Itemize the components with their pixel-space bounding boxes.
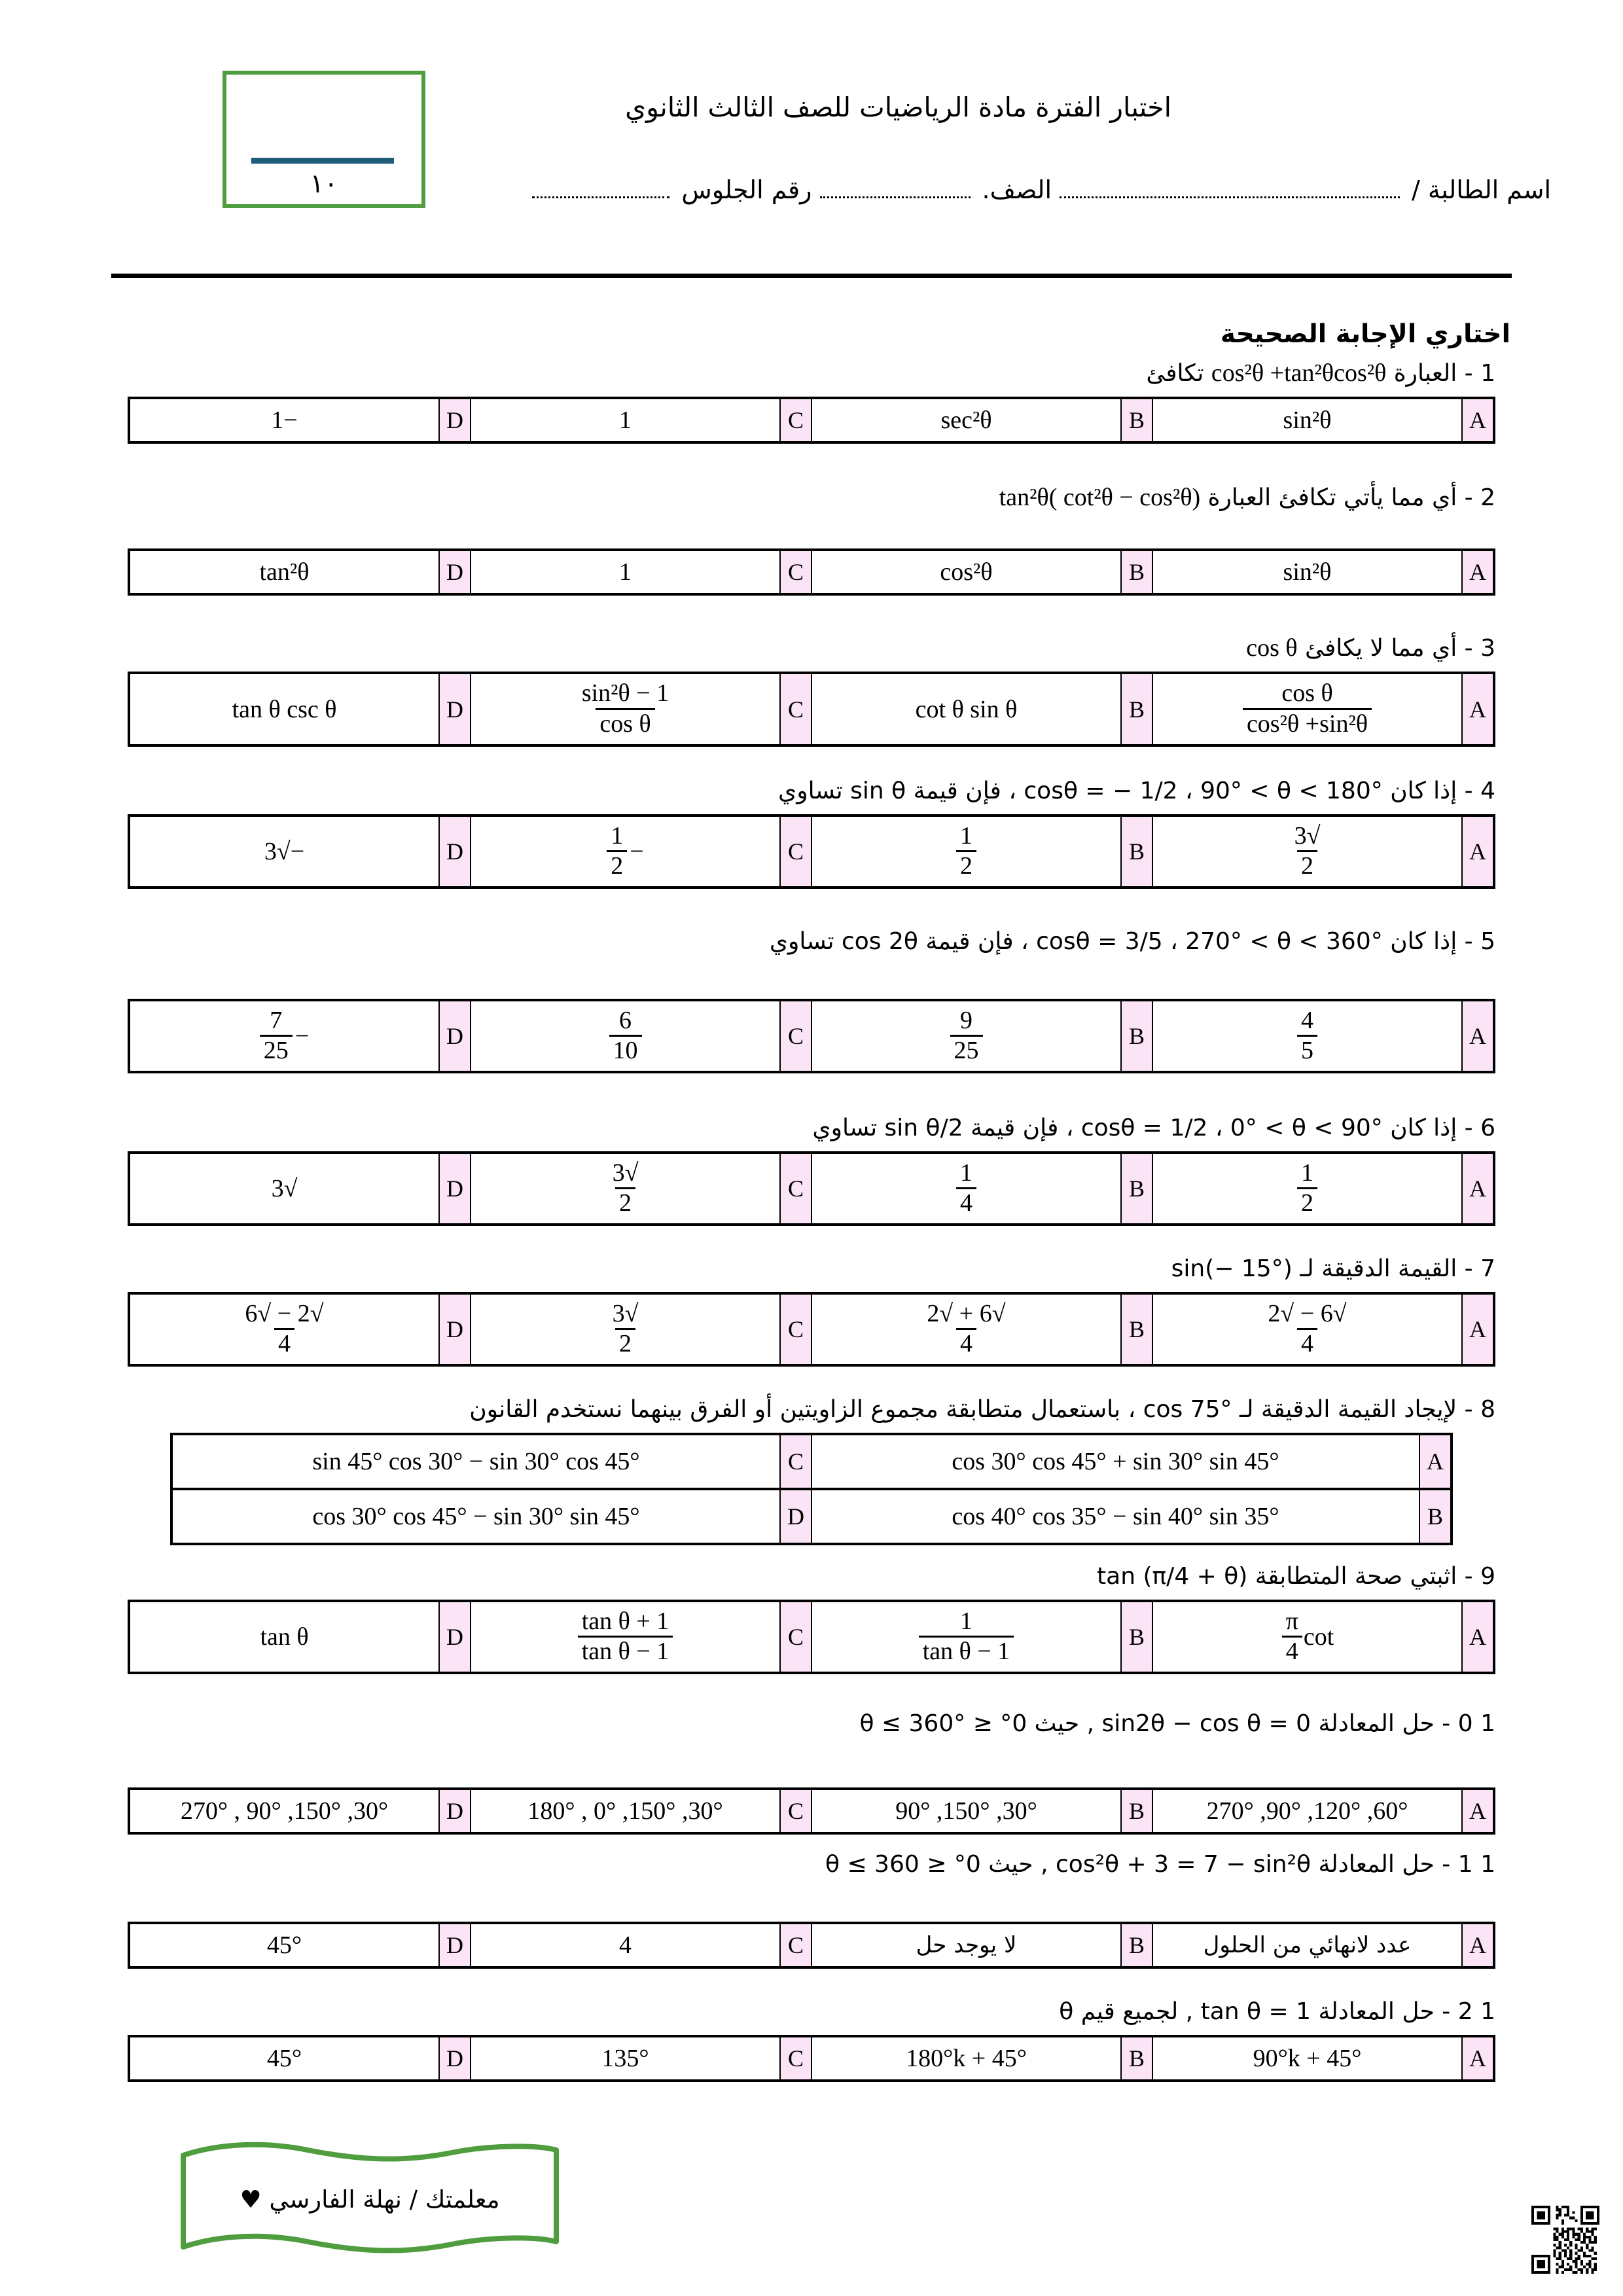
q2-prompt-prefix: 2 - أي مما يأتي تكافئ العبارة <box>1207 484 1495 511</box>
option-letter-c[interactable]: C <box>779 674 811 744</box>
q7-a-denominator: 4 <box>1297 1328 1317 1357</box>
q4-c-denominator: 2 <box>607 850 627 880</box>
option-letter-a[interactable]: A <box>1461 1001 1493 1071</box>
question-2-prompt <box>128 481 1495 514</box>
q1-prompt-suffix: تكافئ <box>1146 360 1204 387</box>
option-value-b[interactable]: لا يوجد حل <box>811 1924 1120 1966</box>
question-8 <box>128 1394 1495 1545</box>
option-letter-a[interactable]: A <box>1461 1154 1493 1224</box>
question-1-prompt <box>128 357 1495 390</box>
option-letter-c[interactable]: C <box>779 1001 811 1071</box>
question-5-prompt: 5 - إذا كان cosθ = 3/5 ، 270° < θ < 360° ، فإن قيمة cos 2θ تساوي <box>769 928 1495 955</box>
question-8-options-row-2 <box>173 1490 1450 1543</box>
option-letter-d[interactable]: D <box>438 551 470 593</box>
q6-c-denominator: 2 <box>615 1187 635 1217</box>
q5-c-numerator: 6 <box>619 1006 632 1034</box>
q1-prompt-prefix: 1 - العبارة <box>1393 360 1495 387</box>
q4-a-numerator: √3 <box>1294 821 1321 850</box>
q5-c-denominator: 10 <box>609 1035 642 1064</box>
option-value-d[interactable]: cos 30° cos 45° − sin 30° sin 45° <box>312 1502 640 1530</box>
option-letter-d[interactable]: D <box>438 1154 470 1224</box>
option-letter-a[interactable]: A <box>1419 1435 1450 1488</box>
option-value-b[interactable] <box>811 1001 1120 1071</box>
option-letter-c[interactable]: C <box>779 1602 811 1672</box>
option-value-a[interactable]: 60°, 120°, 90°, 270° <box>1152 1790 1461 1832</box>
option-value-b[interactable] <box>811 1154 1120 1224</box>
question-6-options <box>128 1151 1495 1227</box>
question-5 <box>128 926 1495 1073</box>
question-2 <box>128 481 1495 596</box>
option-letter-d[interactable]: D <box>438 1924 470 1966</box>
q6-c-numerator: √3 <box>612 1158 639 1187</box>
option-value-d[interactable]: 45° <box>266 1931 302 1959</box>
option-value-c[interactable]: sin 45° cos 30° − sin 30° cos 45° <box>312 1447 640 1475</box>
question-12-prompt: 1 2 - حل المعادلة tan θ = 1 , لجميع قيم θ <box>1059 1998 1495 2025</box>
option-letter-c[interactable]: C <box>779 1790 811 1832</box>
option-value-c[interactable] <box>470 1602 779 1672</box>
option-value-a[interactable] <box>1152 1001 1461 1071</box>
q5-a-numerator: 4 <box>1301 1006 1313 1034</box>
question-11 <box>128 1849 1495 1969</box>
question-3 <box>128 632 1495 747</box>
q6-b-denominator: 4 <box>956 1187 976 1217</box>
q4-b-numerator: 1 <box>960 821 972 850</box>
student-info-line <box>458 175 1551 204</box>
option-letter-b[interactable]: B <box>1120 1001 1152 1071</box>
q4-a-denominator: 2 <box>1297 850 1317 880</box>
option-value-a[interactable]: sin²θ <box>1152 399 1461 441</box>
option-value-d[interactable]: 30°, 150°, 90° , 270° <box>180 1797 389 1825</box>
option-value-a[interactable]: 45° + 90°k <box>1152 2037 1461 2079</box>
option-letter-d[interactable]: D <box>779 1490 811 1543</box>
teacher-name-text: معلمتك / نهلة الفارسي ♥ <box>240 2185 500 2214</box>
question-1 <box>128 357 1495 444</box>
q5-d-minus-sign: − <box>294 1022 310 1050</box>
option-value-c[interactable] <box>470 674 779 744</box>
q7-a-numerator: √6 − √2 <box>1268 1299 1347 1327</box>
option-letter-b[interactable]: B <box>1120 1295 1152 1365</box>
section-heading: اختاري الإجابة الصحيحة <box>1220 319 1510 349</box>
q6-a-denominator: 2 <box>1297 1187 1317 1217</box>
question-2-options <box>128 548 1495 596</box>
question-7 <box>128 1253 1495 1367</box>
question-9-prompt: 9 - اثبتي صحة المتطابقة tan (π/4 + θ) <box>1097 1563 1495 1590</box>
option-value-d[interactable]: tan θ <box>260 1623 309 1651</box>
question-9 <box>128 1561 1495 1674</box>
class-field[interactable] <box>820 177 971 198</box>
question-4 <box>128 776 1495 889</box>
option-value-d[interactable]: 45° <box>266 2044 302 2072</box>
option-letter-d[interactable]: D <box>438 1001 470 1071</box>
option-value-c[interactable] <box>470 817 779 887</box>
question-4-prompt: 4 - إذا كان cosθ = − 1/2 ، 90° < θ < 180° ، فإن قيمة sin θ تساوي <box>778 778 1495 804</box>
q5-d-numerator: 7 <box>270 1006 283 1034</box>
option-letter-c[interactable]: C <box>779 817 811 887</box>
question-12-options <box>128 2035 1495 2082</box>
question-6 <box>128 1113 1495 1226</box>
option-value-a[interactable] <box>1152 817 1461 887</box>
q3-a-numerator: cos θ <box>1281 679 1333 708</box>
option-value-d[interactable]: tan θ csc θ <box>232 695 337 723</box>
option-value-c[interactable]: 1 <box>470 551 779 593</box>
option-letter-b[interactable]: B <box>1120 674 1152 744</box>
q7-c-numerator: √3 <box>612 1299 639 1327</box>
option-value-d[interactable]: −√3 <box>264 837 305 865</box>
option-value-b[interactable] <box>811 817 1120 887</box>
grade-total-value: ١٠ <box>310 169 338 199</box>
seat-number-label: رقم الجلوس <box>681 175 812 204</box>
question-12 <box>128 1996 1495 2082</box>
question-3-options <box>128 672 1495 747</box>
option-letter-b[interactable]: B <box>1120 817 1152 887</box>
option-letter-a[interactable]: A <box>1461 399 1493 441</box>
option-letter-d[interactable]: D <box>438 1790 470 1832</box>
q5-b-numerator: 9 <box>960 1006 972 1034</box>
option-value-a[interactable] <box>1152 674 1461 744</box>
q9-b-denominator: 1 − tan θ <box>919 1636 1014 1665</box>
q7-b-numerator: √6 + √2 <box>927 1299 1006 1327</box>
student-name-field[interactable] <box>1060 177 1400 198</box>
option-letter-b[interactable]: B <box>1120 2037 1152 2079</box>
q9-b-numerator: 1 <box>960 1607 973 1635</box>
q7-d-denominator: 4 <box>274 1328 294 1357</box>
option-value-d[interactable]: −1 <box>271 406 298 435</box>
option-letter-d[interactable]: D <box>438 1602 470 1672</box>
q7-d-numerator: √2 − √6 <box>245 1299 324 1327</box>
option-letter-d[interactable]: D <box>438 817 470 887</box>
option-letter-a[interactable]: A <box>1461 674 1493 744</box>
option-value-a[interactable]: sin²θ <box>1152 551 1461 593</box>
option-value-c[interactable]: 4 <box>470 1924 779 1966</box>
q9-a-numerator: π <box>1285 1607 1298 1635</box>
option-value-b[interactable]: sec²θ <box>811 399 1120 441</box>
question-1-options <box>128 397 1495 444</box>
option-letter-b[interactable]: B <box>1419 1490 1450 1543</box>
question-9-options <box>128 1600 1495 1675</box>
header-divider <box>111 274 1512 278</box>
q6-a-numerator: 1 <box>1301 1158 1313 1187</box>
option-value-b[interactable] <box>811 1602 1120 1672</box>
question-10-options <box>128 1787 1495 1835</box>
question-7-options <box>128 1292 1495 1367</box>
q9-c-numerator: 1 + tan θ <box>581 1607 669 1635</box>
exam-title: اختبار الفترة مادة الرياضيات للصف الثالث الثانوي <box>625 92 1171 123</box>
question-7-prompt: 7 - القيمة الدقيقة لـ sin(− 15°) <box>1171 1255 1495 1282</box>
option-value-b[interactable] <box>811 1295 1120 1365</box>
option-letter-c[interactable]: C <box>779 2037 811 2079</box>
seat-number-field[interactable] <box>532 177 669 198</box>
q1-prompt-math: cos²θ +tan²θcos²θ <box>1211 359 1387 387</box>
q7-c-denominator: 2 <box>615 1328 635 1357</box>
option-letter-c[interactable]: C <box>779 551 811 593</box>
option-letter-a[interactable]: A <box>1461 2037 1493 2079</box>
q5-a-denominator: 5 <box>1297 1035 1317 1064</box>
option-letter-c[interactable]: C <box>779 1924 811 1966</box>
option-value-b[interactable]: 45° + 180°k <box>811 2037 1120 2079</box>
option-letter-b[interactable]: B <box>1120 399 1152 441</box>
q5-d-denominator: 25 <box>260 1035 293 1064</box>
q9-a-denominator: 4 <box>1282 1636 1302 1665</box>
grade-divider-line <box>251 158 394 164</box>
option-letter-d[interactable]: D <box>438 399 470 441</box>
option-letter-b[interactable]: B <box>1120 1790 1152 1832</box>
question-10-prompt: 1 0 - حل المعادلة sin2θ − cos θ = 0 , حيث 0° ≤ θ ≤ 360° <box>859 1710 1495 1737</box>
grade-box <box>223 71 425 208</box>
class-label: الصف. <box>982 175 1052 204</box>
option-letter-c[interactable]: C <box>779 399 811 441</box>
question-10 <box>128 1708 1495 1835</box>
option-letter-d[interactable]: D <box>438 2037 470 2079</box>
option-letter-b[interactable]: B <box>1120 1602 1152 1672</box>
option-value-c[interactable]: 30°, 150°, 0° , 180° <box>470 1790 779 1832</box>
option-letter-a[interactable]: A <box>1461 1295 1493 1365</box>
teacher-signature-banner <box>177 2137 563 2261</box>
option-letter-a[interactable]: A <box>1461 1924 1493 1966</box>
option-value-b[interactable]: cot θ sin θ <box>811 674 1120 744</box>
question-3-prompt <box>128 632 1495 665</box>
student-name-label: اسم الطالبة / <box>1412 175 1551 204</box>
option-letter-a[interactable]: A <box>1461 817 1493 887</box>
q9-c-denominator: 1 − tan θ <box>578 1636 673 1665</box>
question-4-options <box>128 814 1495 889</box>
option-value-d[interactable] <box>130 1001 438 1071</box>
option-letter-b[interactable]: B <box>1120 1154 1152 1224</box>
q9-a-cot-label: cot <box>1303 1623 1334 1651</box>
qr-code-icon <box>1531 2206 1599 2274</box>
q3-a-denominator: cos²θ +sin²θ <box>1243 708 1372 738</box>
page-header <box>0 59 1623 229</box>
option-value-b[interactable]: cos 40° cos 35° − sin 40° sin 35° <box>811 1490 1419 1543</box>
option-letter-a[interactable]: A <box>1461 1790 1493 1832</box>
option-letter-d[interactable]: D <box>438 1295 470 1365</box>
q6-b-numerator: 1 <box>960 1158 972 1187</box>
q2-prompt-math: tan²θ( cot²θ − cos²θ) <box>999 484 1201 511</box>
q5-b-denominator: 25 <box>950 1035 983 1064</box>
q4-c-numerator: 1 <box>611 821 624 850</box>
option-value-c[interactable] <box>470 1154 779 1224</box>
option-value-d[interactable]: tan²θ <box>259 558 310 586</box>
option-value-c[interactable]: 1 <box>470 399 779 441</box>
question-11-prompt: 1 1 - حل المعادلة cos²θ + 3 = 7 − sin²θ , حيث 0° ≤ θ ≤ 360 <box>825 1851 1495 1878</box>
option-letter-a[interactable]: A <box>1461 1602 1493 1672</box>
question-8-prompt: 8 - لإيجاد القيمة الدقيقة لـ cos 75° ، باستعمال متطابقة مجموع الزاويتين أو الفرق بينهما نستخدم القانون <box>469 1396 1495 1423</box>
option-value-a[interactable]: cos 30° cos 45° + sin 30° sin 45° <box>811 1435 1419 1488</box>
option-value-c[interactable]: 135° <box>470 2037 779 2079</box>
q4-b-denominator: 2 <box>956 850 976 880</box>
question-5-options <box>128 999 1495 1074</box>
option-value-a[interactable] <box>1152 1602 1461 1672</box>
q3-prompt-math: cos θ <box>1246 634 1298 662</box>
question-8-options-row-1 <box>173 1435 1450 1490</box>
q3-c-numerator: 1 − sin²θ <box>581 679 669 708</box>
option-letter-b[interactable]: B <box>1120 551 1152 593</box>
option-value-d[interactable]: √3 <box>271 1174 298 1202</box>
question-8-options <box>170 1433 1453 1545</box>
option-value-c[interactable] <box>470 1295 779 1365</box>
q7-b-denominator: 4 <box>956 1328 976 1357</box>
q3-c-denominator: cos θ <box>596 708 654 738</box>
option-letter-b[interactable]: B <box>1120 1924 1152 1966</box>
option-letter-a[interactable]: A <box>1461 551 1493 593</box>
question-6-prompt: 6 - إذا كان cosθ = 1/2 ، 0° < θ < 90° ، فإن قيمة sin θ/2 تساوي <box>812 1115 1495 1141</box>
option-letter-d[interactable]: D <box>438 674 470 744</box>
option-letter-c[interactable]: C <box>779 1435 811 1488</box>
option-letter-c[interactable]: C <box>779 1154 811 1224</box>
option-value-b[interactable]: cos²θ <box>811 551 1120 593</box>
option-value-a[interactable] <box>1152 1154 1461 1224</box>
option-value-c[interactable] <box>470 1001 779 1071</box>
option-value-a[interactable] <box>1152 1295 1461 1365</box>
option-value-a[interactable]: عدد لانهائي من الحلول <box>1152 1924 1461 1966</box>
option-value-b[interactable]: 30°, 150°, 90° <box>811 1790 1120 1832</box>
q4-c-minus-sign: − <box>630 837 644 865</box>
option-value-d[interactable] <box>130 1295 438 1365</box>
q3-prompt-prefix: 3 - أي مما لا يكافئ <box>1305 635 1495 662</box>
question-11-options <box>128 1922 1495 1969</box>
option-letter-c[interactable]: C <box>779 1295 811 1365</box>
